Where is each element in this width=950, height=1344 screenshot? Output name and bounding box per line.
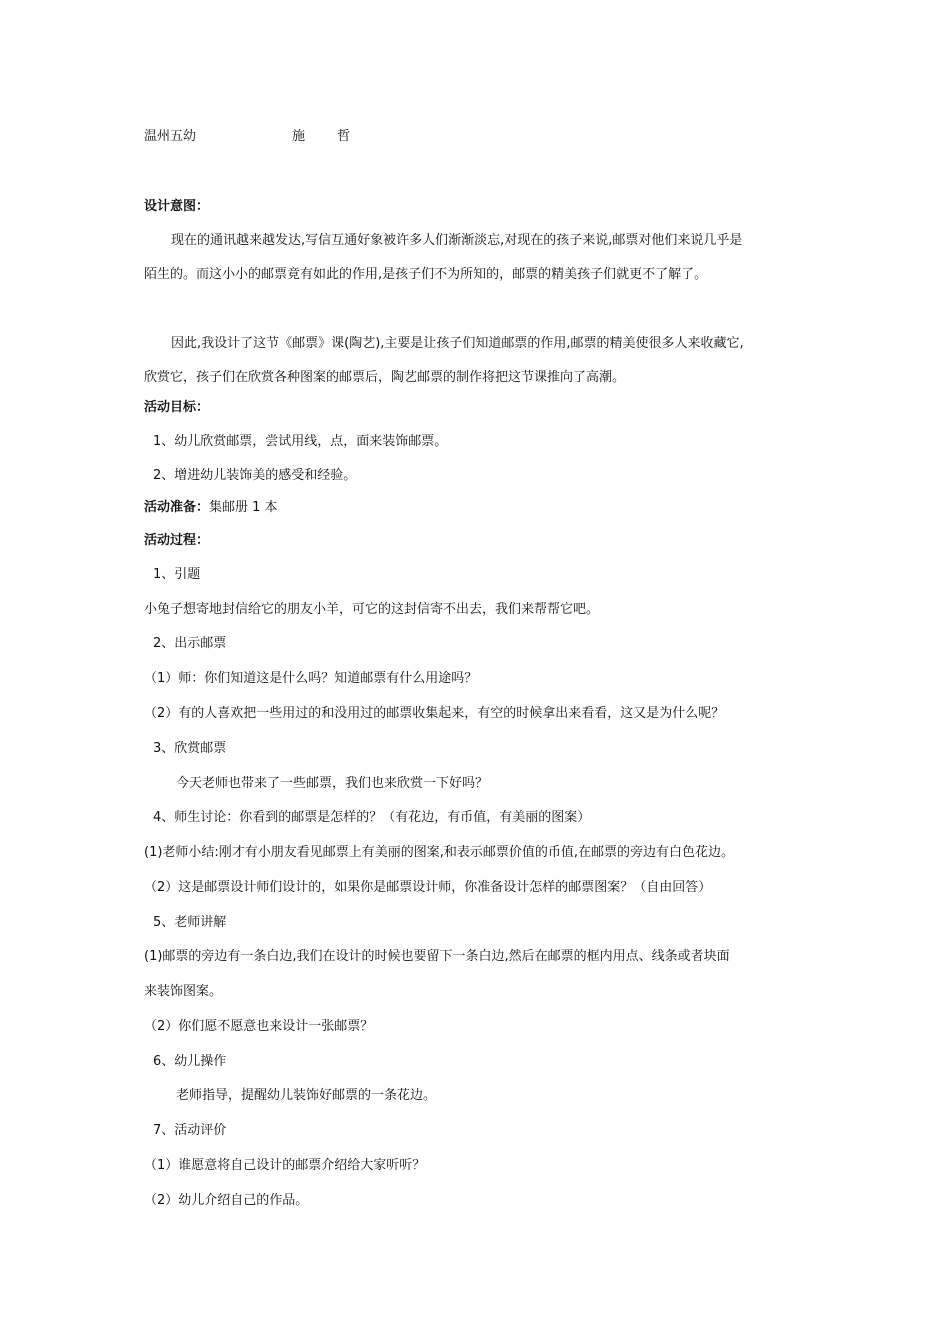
process-text: （2）有的人喜欢把一些用过的和没用过的邮票收集起来，有空的时候拿出来看看，这又是为什么呢？ (144, 706, 725, 721)
process-text: （2）幼儿介绍自己的作品。 (144, 1193, 309, 1208)
author-name: 施 哲 (292, 129, 365, 144)
process-step: 1、引题 (153, 567, 201, 582)
process-text: (1)老师小结:刚才有小朋友看见邮票上有美丽的图案,和表示邮票价值的币值,在邮票的旁边有白色花边。 (144, 845, 735, 860)
process-step: 6、幼儿操作 (153, 1054, 227, 1069)
school-name: 温州五幼 (144, 129, 197, 144)
process-text: 来装饰图案。 (144, 984, 223, 999)
process-text: 今天老师也带来了一些邮票，我们也来欣赏一下好吗？ (176, 776, 489, 791)
process-step: 2、出示邮票 (153, 636, 227, 651)
goal-item: 2、增进幼儿装饰美的感受和经验。 (153, 468, 357, 483)
process-step: 7、活动评价 (153, 1123, 227, 1138)
process-text: 小兔子想寄地封信给它的朋友小羊，可它的这封信寄不出去，我们来帮帮它吧。 (144, 602, 600, 617)
goals-heading: 活动目标： (144, 400, 210, 415)
process-step: 5、老师讲解 (153, 915, 227, 930)
process-text: (1)邮票的旁边有一条白边,我们在设计的时候也要留下一条白边,然后在邮票的框内用点、线条或者块面 (144, 949, 730, 964)
process-text: 老师指导，提醒幼儿装饰好邮票的一条花边。 (176, 1088, 437, 1103)
intent-heading: 设计意图： (144, 199, 210, 214)
process-step: 3、欣赏邮票 (153, 741, 227, 756)
prep-text: 集邮册 1 本 (209, 500, 278, 515)
process-text: （2）你们愿不愿意也来设计一张邮票？ (144, 1019, 374, 1034)
intent-paragraph-2-line-2: 欣赏它，孩子们在欣赏各种图案的邮票后，陶艺邮票的制作将把这节课推向了高潮。 (144, 370, 626, 385)
intent-paragraph-2-line-1: 因此,我设计了这节《邮票》课(陶艺),主要是让孩子们知道邮票的作用,邮票的精美使很多人来收藏它, (171, 336, 744, 351)
process-text: （1）谁愿意将自己设计的邮票介绍给大家听听？ (144, 1158, 426, 1173)
process-text: （1）师：你们知道这是什么吗？知道邮票有什么用途吗？ (144, 671, 478, 686)
prep-line (144, 499, 278, 517)
process-heading: 活动过程： (144, 533, 210, 548)
intent-paragraph-1-line-1: 现在的通讯越来越发达,写信互通好象被许多人们渐渐淡忘,对现在的孩子来说,邮票对他们来说几乎是 (171, 233, 743, 248)
process-text: （2）这是邮票设计师们设计的，如果你是邮票设计师，你准备设计怎样的邮票图案？（自由回答） (144, 880, 712, 895)
prep-heading: 活动准备： (144, 500, 210, 515)
goal-item: 1、幼儿欣赏邮票，尝试用线，点，面来装饰邮票。 (153, 434, 448, 449)
process-step: 4、师生讨论：你看到的邮票是怎样的？（有花边，有币值，有美丽的图案） (153, 810, 591, 825)
intent-paragraph-1-line-2: 陌生的。而这小小的邮票竟有如此的作用,是孩子们不为所知的，邮票的精美孩子们就更不了解了。 (144, 267, 708, 282)
